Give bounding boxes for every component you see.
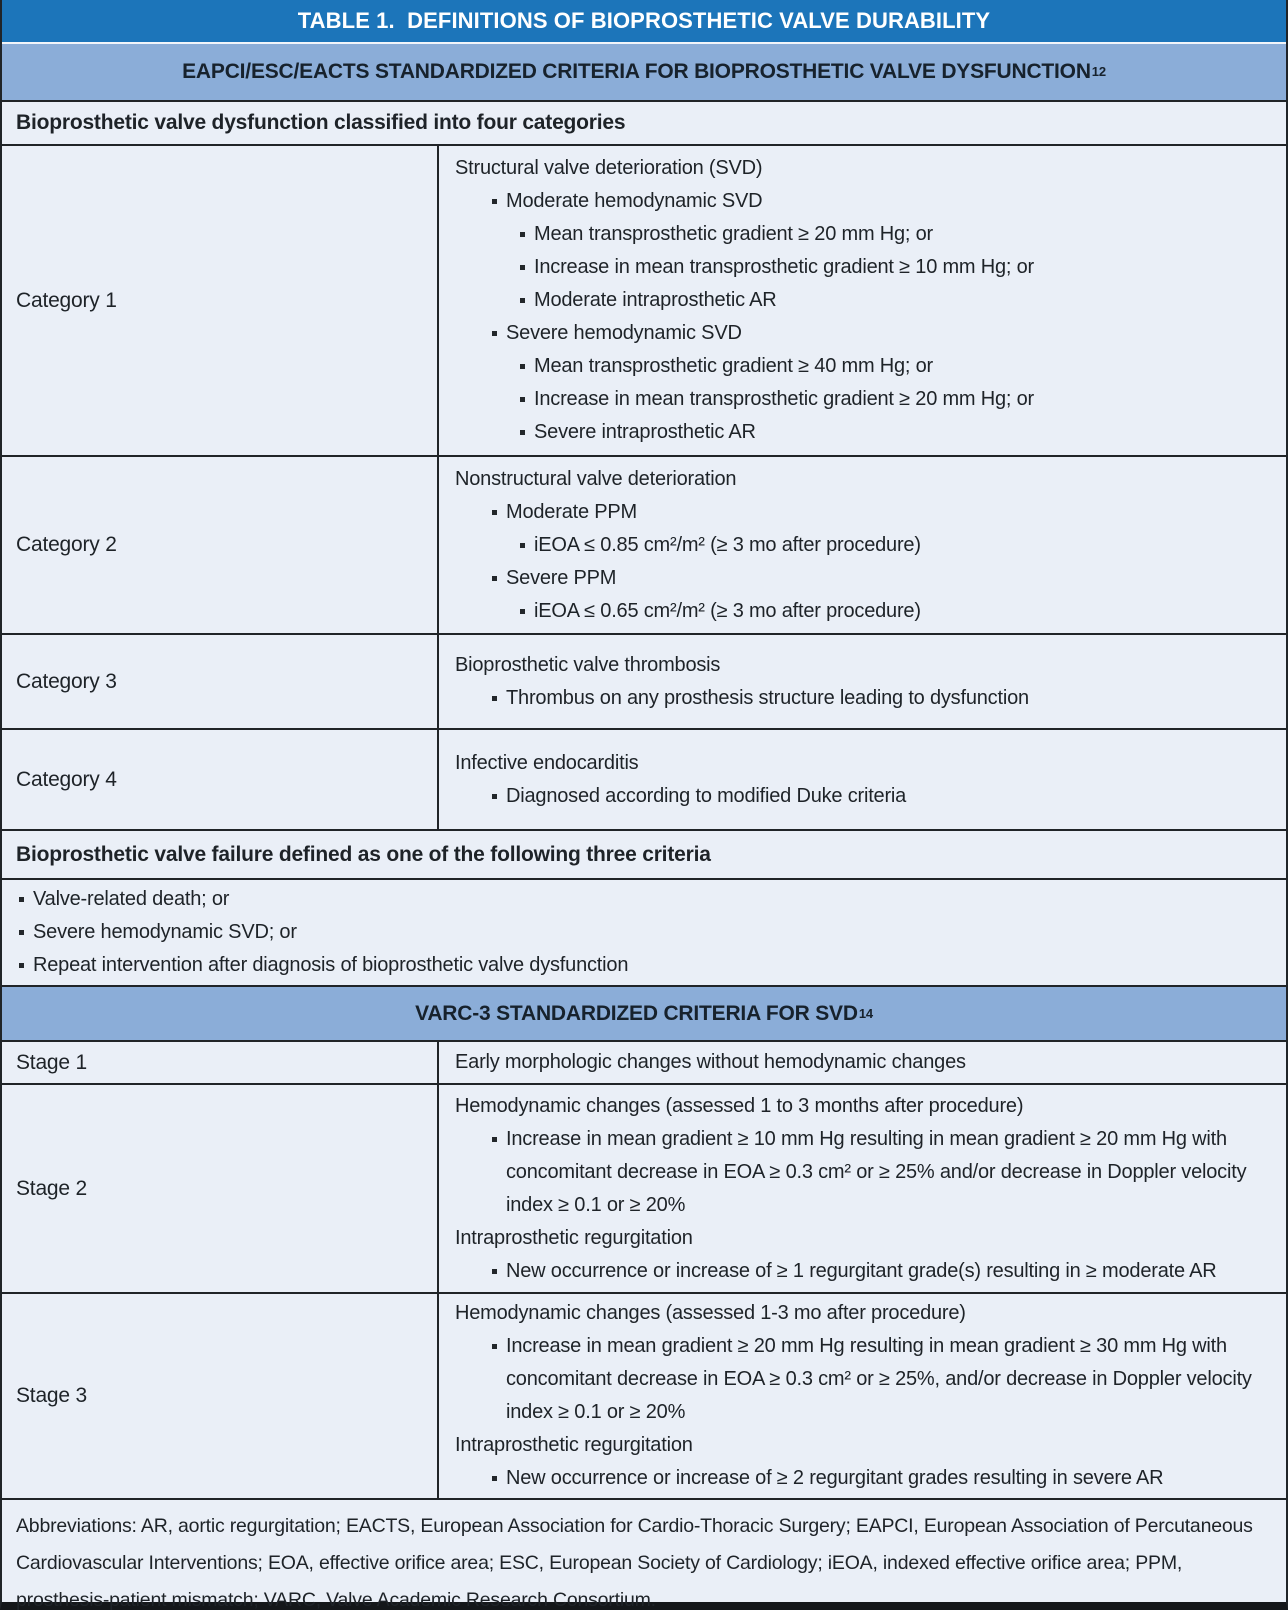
stage-2-row (2, 1083, 1286, 1292)
failure-heading-row: Bioprosthetic valve failure defined as one of the following three criteria (2, 829, 1286, 878)
bullet-line: Repeat intervention after diagnosis of bioprosthetic valve dysfunction (16, 949, 1272, 982)
failure-criteria-row (2, 878, 1286, 985)
stage-2-label: Stage 2 (2, 1085, 439, 1292)
bullet-line: Moderate intraprosthetic AR (517, 284, 1270, 317)
bullet-line: Thrombus on any prosthesis structure leading to dysfunction (489, 682, 1270, 715)
category-2-label: Category 2 (2, 457, 439, 633)
bullet-line: Increase in mean gradient ≥ 10 mm Hg resulting in mean gradient ≥ 20 mm Hg with concomitant decrease in EOA ≥ 0.3 cm² or ≥ 25% and/or decrease in Doppler velocity index ≥ 0.1 or ≥ 20% (489, 1123, 1270, 1222)
category-1-label: Category 1 (2, 146, 439, 455)
category-2-content (439, 457, 1286, 633)
bullet-line: Increase in mean transprosthetic gradient ≥ 20 mm Hg; or (517, 383, 1270, 416)
stage-1-label: Stage 1 (2, 1042, 439, 1083)
bullet-line: New occurrence or increase of ≥ 2 regurgitant grades resulting in severe AR (489, 1462, 1270, 1495)
content-line: Structural valve deterioration (SVD) (455, 157, 763, 179)
bullet-line: iEOA ≤ 0.65 cm²/m² (≥ 3 mo after procedure) (517, 595, 1270, 628)
dysfunction-intro-row: Bioprosthetic valve dysfunction classified into four categories (2, 100, 1286, 144)
content-line: Nonstructural valve deterioration (455, 467, 737, 490)
section-heading-varc: VARC-3 STANDARDIZED CRITERIA FOR SVD 14 (2, 985, 1286, 1040)
bullet-line: Severe intraprosthetic AR (517, 416, 1270, 449)
bullet-line: Moderate PPM (489, 496, 1270, 529)
bullet-line: iEOA ≤ 0.85 cm²/m² (≥ 3 mo after procedure) (517, 529, 1270, 562)
bullet-line: Valve-related death; or (16, 883, 1272, 916)
category-3-row (2, 633, 1286, 728)
table-title: TABLE 1. DEFINITIONS OF BIOPROSTHETIC VALVE DURABILITY (2, 0, 1286, 42)
content-line: Hemodynamic changes (assessed 1-3 mo after procedure) (455, 1302, 966, 1324)
content-line: Intraprosthetic regurgitation (455, 1434, 693, 1456)
bullet-line: New occurrence or increase of ≥ 1 regurgitant grade(s) resulting in ≥ moderate AR (489, 1255, 1270, 1288)
stage-3-row (2, 1292, 1286, 1498)
bullet-line: Mean transprosthetic gradient ≥ 40 mm Hg; or (517, 350, 1270, 383)
category-3-content (439, 635, 1286, 728)
category-4-label: Category 4 (2, 730, 439, 829)
section-heading-eapci: EAPCI/ESC/EACTS STANDARDIZED CRITERIA FOR BIOPROSTHETIC VALVE DYSFUNCTION 12 (2, 42, 1286, 100)
stage-3-content (439, 1294, 1286, 1498)
content-line: Early morphologic changes without hemodynamic changes (455, 1051, 966, 1073)
content-line: Infective endocarditis (455, 751, 639, 774)
bullet-line: Severe hemodynamic SVD; or (16, 916, 1272, 949)
bullet-line: Moderate hemodynamic SVD (489, 185, 1270, 218)
category-4-content (439, 730, 1286, 829)
category-1-content (439, 146, 1286, 455)
bullet-line: Severe PPM (489, 562, 1270, 595)
stage-2-content (439, 1085, 1286, 1292)
category-2-row (2, 455, 1286, 633)
bullet-line: Increase in mean transprosthetic gradient ≥ 10 mm Hg; or (517, 251, 1270, 284)
content-line: Bioprosthetic valve thrombosis (455, 653, 721, 676)
stage-1-content (439, 1042, 1286, 1083)
bullet-line: Diagnosed according to modified Duke criteria (489, 780, 1270, 813)
category-1-row (2, 144, 1286, 455)
bullet-line: Severe hemodynamic SVD (489, 317, 1270, 350)
section-heading-varc-text: VARC-3 STANDARDIZED CRITERIA FOR SVD (415, 1001, 858, 1025)
content-line: Intraprosthetic regurgitation (455, 1226, 693, 1249)
content-line: Hemodynamic changes (assessed 1 to 3 months after procedure) (455, 1094, 1024, 1117)
stage-3-label: Stage 3 (2, 1294, 439, 1498)
abbreviations-footnote: Abbreviations: AR, aortic regurgitation; EACTS, European Association for Cardio-Thoracic Surgery; EAPCI, European Association of Percutaneous Cardiovascular Interventions; EOA, effective orifice area; ESC, European Society of Cardiology; iEOA, indexed effective orifice area; PPM, prosthesis-patient mismatch; VARC, Valve Academic Research Consortium. (2, 1498, 1286, 1602)
stage-1-row (2, 1040, 1286, 1083)
category-4-row (2, 728, 1286, 829)
bullet-line: Mean transprosthetic gradient ≥ 20 mm Hg; or (517, 218, 1270, 251)
category-3-label: Category 3 (2, 635, 439, 728)
section-heading-eapci-text: EAPCI/ESC/EACTS STANDARDIZED CRITERIA FOR BIOPROSTHETIC VALVE DYSFUNCTION (182, 60, 1091, 83)
bullet-line: Increase in mean gradient ≥ 20 mm Hg resulting in mean gradient ≥ 30 mm Hg with concomitant decrease in EOA ≥ 0.3 cm² or ≥ 25%, and/or decrease in Doppler velocity index ≥ 0.1 or ≥ 20% (489, 1330, 1270, 1429)
